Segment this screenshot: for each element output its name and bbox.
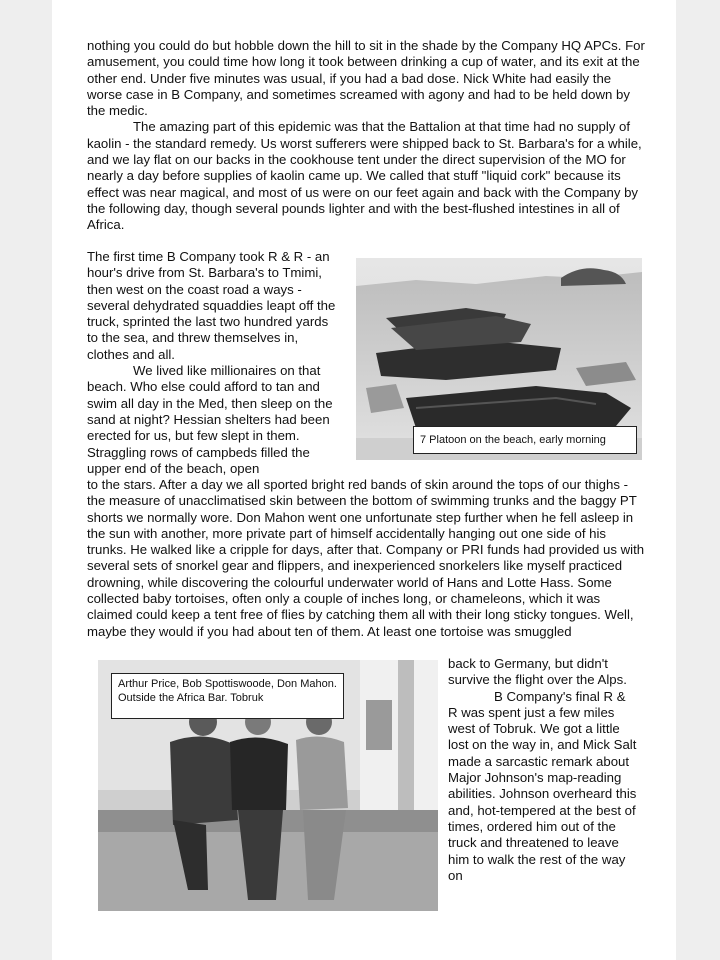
africa-bar-photo — [98, 660, 438, 911]
paragraph-millionaires: We lived like millionaires on that beach. Who else could afford to tan and swim all day in the Med, then sleep on the sand at night? Hessian shelters had been erected for us, but few slept in them. Straggling rows of campbeds filled the upper end of the beach, open — [87, 363, 333, 476]
beach-photo — [356, 258, 642, 460]
paragraph-stars: to the stars. After a day we all sported bright red bands of skin around the tops of our thighs - the measure of unacclimatised skin between the bottom of swimming trunks and the baggy PT shorts we normally wore. Don Mahon went one unfortunate step further when he fell asleep in the sun with another, more private part of himself accidentally hanging out one side of his trunks. He walked like a cripple for days, after that. Company or PRI funds had provided us with several sets of snorkel gear and flippers, and inexperienced snorkelers like myself practiced drowning, while discovering the colourful underwater world of Hans and Lotte Hass. Some collected baby tortoises, often only a couple of inches long, or chameleons, which it was claimed could keep a tent free of flies by catching them all with their long sticky tongues. Well, maybe they would if you had about ten of them. At least one tortoise was smuggled — [87, 477, 645, 639]
africa-bar-photo-caption: Arthur Price, Bob Spottiswoode, Don Mahon. Outside the Africa Bar. Tobruk — [111, 673, 344, 719]
paragraph-kaolin: The amazing part of this epidemic was that the Battalion at that time had no supply of kaolin - the standard remedy. Us worst sufferers were shipped back to St. Barbara's for a while, and we lay flat on our backs in the cookhouse tent under the direct supervision of the MO for nearly a day before supplies of kaolin came up. We called that stuff "liquid cork" because its effect was near magical, and most of us were on our feet again and back with the Company by the following day, though several pounds lighter and with the best-flushed intestines in all of Africa. — [87, 119, 642, 233]
beach-photo-caption: 7 Platoon on the beach, early morning — [413, 426, 637, 454]
top-text-block — [87, 38, 647, 234]
middle-text-block — [87, 477, 647, 640]
left-column-text — [87, 249, 337, 477]
paragraph-final-rr: B Company's final R & R was spent just a few miles west of Tobruk. We got a little lost on the way in, and Mick Salt made a sarcastic remark about Major Johnson's map-reading abilities. Johnson overheard this and, hot-tempered at the best of times, ordered him out of the truck and threatened to leave him to walk the rest of the way on — [448, 688, 637, 883]
paragraph-opening: nothing you could do but hobble down the hill to sit in the shade by the Company HQ APCs. For amusement, you could time how long it took between drinking a cup of water, and its exit at the other end. Under five minutes was usual, if you had a bad dose. Nick White had easily the worse case in B Company, and sometimes screamed with agony and had to be held down by the medic. — [87, 38, 645, 119]
right-column-text — [448, 656, 638, 884]
paragraph-first-rr: The first time B Company took R & R - an hour's drive from St. Barbara's to Tmimi, then west on the coast road a ways - several dehydrated squaddies leapt off the truck, sprinted the last two hundred yards to the sea, and threw themselves in, clothes and all. — [87, 249, 336, 362]
paragraph-tortoise-end: back to Germany, but didn't survive the flight over the Alps. — [448, 656, 627, 688]
document-page — [52, 0, 676, 960]
